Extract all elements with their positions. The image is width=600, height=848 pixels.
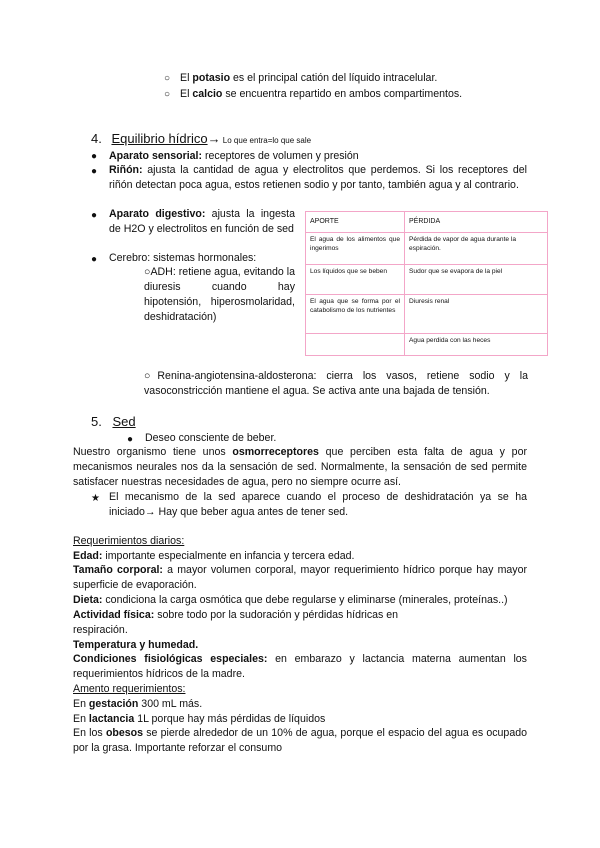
list-item: El potasio es el principal catión del líquido intracelular.: [180, 72, 438, 84]
table-cell: Los líquidos que se beben: [306, 265, 405, 295]
filled-bullet-icon: ●: [91, 254, 98, 265]
table-header-cell: APORTE: [306, 212, 405, 233]
table-row: [306, 334, 548, 356]
aumento-heading: Amento requerimientos:: [73, 683, 186, 695]
requirement-gestacion: En gestación 300 mL más.: [73, 698, 203, 710]
list-item: El calcio se encuentra repartido en ambos compartimentos.: [180, 88, 463, 100]
section-5-title: Sed: [112, 414, 136, 429]
hollow-bullet-icon: ○: [164, 89, 171, 100]
list-item: Riñón: ajusta la cantidad de agua y electrolitos que perdemos. Si los receptores del riñón detectan poca agua, estos retienen sodio y por tanto, también agua y al contrario.: [109, 164, 527, 191]
table-cell: El agua que se forma por el catabolismo de los nutrientes: [306, 295, 405, 334]
list-item: Aparato sensorial: receptores de volumen y presión: [109, 150, 359, 162]
section-5-heading: 5. Sed: [91, 414, 136, 429]
list-item: Deseo consciente de beber.: [145, 432, 277, 444]
table-cell: [306, 334, 405, 356]
requirement-obesos: En los obesos se pierde alrededor de un 10% de agua, porque el espacio del agua es ocupado por la grasa. Importante reforzar el consumo: [73, 727, 527, 754]
requirement-temperatura: Temperatura y humedad.: [73, 639, 199, 651]
requirement-lactancia: En lactancia 1L porque hay más pérdidas de líquidos: [73, 713, 326, 725]
list-item: Aparato digestivo: ajusta la ingesta de H2O y electrolitos en función de sed: [109, 208, 295, 235]
requirement-condiciones: Condiciones fisiológicas especiales: en embarazo y lactancia materna aumentan los requerimientos hídricos de la madre.: [73, 653, 527, 680]
filled-bullet-icon: ●: [91, 151, 98, 162]
section-4-heading: 4. Equilibrio hídrico→ Lo que entra=lo que sale: [91, 131, 312, 146]
hollow-bullet-icon: ○: [164, 73, 171, 84]
table-cell: El agua de los alimentos que ingerimos: [306, 233, 405, 265]
adh-description: ○ADH: retiene agua, evitando la diuresis cuando hay hipotensión, hiperosmolaridad, deshidratación): [144, 266, 295, 323]
table-cell: Pérdida de vapor de agua durante la espiración.: [405, 233, 548, 265]
section-4-title: Equilibrio hídrico: [111, 131, 208, 146]
table-cell: Agua perdida con las heces: [405, 334, 548, 356]
table-header-cell: PÉRDIDA: [405, 212, 548, 233]
water-balance-table: [305, 211, 548, 356]
table-row: [306, 265, 548, 295]
table-row: [306, 233, 548, 265]
section-5-paragraph: Nuestro organismo tiene unos osmorreceptores que perciben esta falta de agua y por mecanismos neurales nos da la sensación de sed. Normalmente, la sensación de sed permite satisfacer nuestras necesidades de agua, pero no siempre ocurre así.: [73, 446, 527, 488]
renina-description: ○Renina-angiotensina-aldosterona: cierra los vasos, retiene sodio y la vasoconstricción mantiene el agua. Se activa ante una bajada de tensión.: [144, 370, 528, 397]
requirement-dieta: Dieta: condiciona la carga osmótica que debe regularse y eliminarse (minerales, proteínas..): [73, 594, 508, 606]
filled-bullet-icon: ●: [91, 210, 98, 221]
requirement-actividad-cont: respiración.: [73, 624, 128, 636]
requirements-heading: Requerimientos diarios:: [73, 535, 185, 547]
requirement-actividad: Actividad física: sobre todo por la sudoración y pérdidas hídricas en: [73, 609, 399, 621]
star-icon: ★: [91, 493, 100, 504]
table-header-row: [306, 212, 548, 233]
table-cell: Sudor que se evapora de la piel: [405, 265, 548, 295]
requirement-edad: Edad: importante especialmente en infancia y tercera edad.: [73, 550, 355, 562]
list-item: Cerebro: sistemas hormonales:: [109, 252, 257, 264]
section-4-subtitle: Lo que entra=lo que sale: [220, 136, 312, 145]
filled-bullet-icon: ●: [127, 434, 134, 445]
filled-bullet-icon: ●: [91, 166, 98, 177]
star-note: El mecanismo de la sed aparece cuando el proceso de deshidratación ya se ha iniciado→ Hay que beber agua antes de tener sed.: [109, 491, 527, 518]
requirement-tamano: Tamaño corporal: a mayor volumen corporal, mayor requerimiento hídrico porque hay mayor superficie de evaporación.: [73, 564, 527, 591]
table-row: [306, 295, 548, 334]
table-cell: Diuresis renal: [405, 295, 548, 334]
